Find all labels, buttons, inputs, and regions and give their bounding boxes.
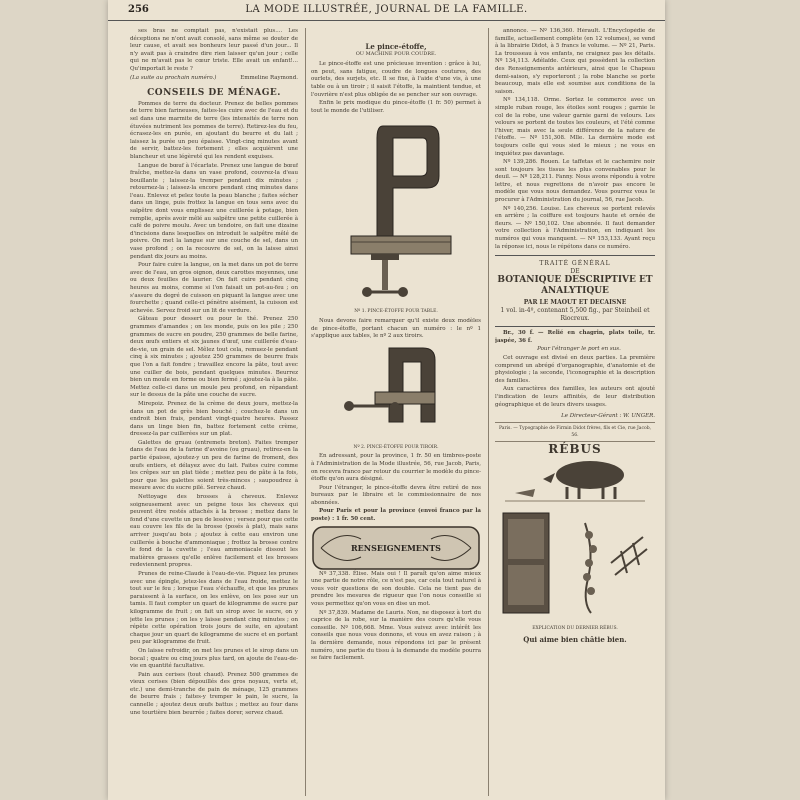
price-line: Pour Paris et pour la province (envoi franco par la poste) : 1 fr. 50 cent.	[311, 508, 481, 523]
left-column	[130, 28, 298, 796]
rebus-illustration	[495, 453, 655, 623]
recipe-paragraph: Mirepoiz. Prenez de la crème de deux jours, mettez-la dans un pot de grès bien bouché ; couchez-le dans un endroit bien frais, pendant vingt-quatre heures. Passez dans un linge bien fin, battez fortement cette crème, dressez-la par cuillerées sur un plat.	[130, 400, 298, 438]
ad-book-title: BOTANIQUE DESCRIPTIVE ET ANALYTIQUE	[497, 275, 653, 297]
page-header	[108, 0, 665, 21]
recipe-paragraph: On laisse refroidir, on met les prunes et le sirop dans un bocal ; quatre ou cinq jours plus tard, on ajoute de l'eau-de-vie en quantité facultative.	[130, 647, 298, 670]
ad-foreign-note: Pour l'étranger le port en sus.	[537, 346, 621, 353]
ad-heading: TRAITÉ GÉNÉRAL	[539, 260, 611, 268]
rebus-answer: Qui aime bien châtie bien.	[523, 634, 627, 644]
article-paragraph: Nous devons faire remarquer qu'il existe deux modèles de pince-étoffe, portant chacun un numéro : le nº 1 s'applique aux tables, le nº 2 aux tiroirs.	[311, 317, 481, 340]
recipe-paragraph: Langue de bœuf à l'écarlate. Prenez une langue de bœuf fraîche, mettez-la dans un vase profond, couvrez-la d'eau bouillante ; laissez-la tremper pendant dix minutes ; retournez-la ; laissez-la encore pendant cinq minutes dans l'eau. Enlevez et pelez toute la peau blanche ; faites sécher dans un linge, puis frottez la langue en tous sens avec du salpêtre dont vous emplissez une cuillerée à potage, bien remplie, après avoir mêlé au salpêtre une petite cuillerée à café de poivre moulu. Avec un tendoire, on fait une dizaine d'incisions dans lesquelles on introduit le salpêtre mêlé de poivre. On met la langue sur une couche de sel, dans un vase profond ; on la recouvre de sel, on la laisse ainsi pendant dix jours au moins.	[130, 162, 298, 260]
middle-column	[311, 28, 481, 796]
article-paragraph: En adressant, pour la province, 1 fr. 50 en timbres-poste à l'Administration de la Mode illustrée, 56, rue Jacob, Paris, on recevra franco par retour du courrier le modèle du pince-étoffe qu'on aura désigné.	[311, 453, 481, 483]
answer-paragraph: Nº 139,286. Rouen. Le taffetas et le cachemire noir sont toujours les tissus les plus convenables pour le deuil. — Nº 128,211. Fanny. Nous avons répondu à votre lettre, et nous regrettons de n'avoir pas encore le modèle que vous nous demandez. Vous pourrez vous le procurer à l'Administration du journal, 56, rue Jacob.	[495, 159, 655, 204]
page-number: 256	[128, 4, 149, 15]
column-rule	[305, 28, 306, 796]
ad-authors: PAR LE MAOUT ET DECAISNE	[523, 299, 627, 307]
printer-credit: Paris. — Typographie de Firmin Didot frères, fils et Cie, rue Jacob, 56.	[495, 422, 655, 442]
article-subtitle: OU MACHINE POUR COUDRE.	[355, 50, 437, 57]
recipe-paragraph: Gâteau pour dessert ou pour le thé. Prenez 250 grammes d'amandes ; on les monde, puis on les pile ; 250 grammes de sucre en poudre, 250 grammes de belle farine, deux œufs entiers et six jaunes d'œuf, une cuillerée d'eau-de-vie, un grain de sel. Mêlez tout cela, remuez-le pendant cinq à six minutes ; ajoutez 250 grammes de beurre frais que l'on a fait fondre ; travaillez encore la pâte, tout avec une cuiller de bois, pendant quelques minutes. Beurrez bien un moule en forme ou bien fermé ; ajoutez-la à la pâte. Mettez celle-ci dans un moule peu profond, en répandant sur le dessus de la pâte une couche de sucre.	[130, 316, 298, 399]
article-title: Le pince-étoffe,	[365, 42, 427, 51]
continued-note: (La suite au prochain numéro.)	[130, 74, 217, 81]
section-title: CONSEILS DE MÉNAGE.	[147, 88, 281, 99]
answer-paragraph: Nº 134,118. Orme. Sortez le commerce avec un simple ruban rouge, les étoiles sont rouges ; garnie le col de la robe, une valeur garnie garni de velours. Les velours se portent de toutes les couleurs, et l'été comme l'hiver, mais avec la seule différence de la nature de l'étoffe. — Nº 151,308. Mlle. La dernière mode est toujours celle qui vous sied le mieux ; ne vous en inquiétez pas davantage.	[495, 97, 655, 157]
article-paragraph: Le pince-étoffe est une précieuse invention : grâce à lui, on peut, sans fatigue, coudre de longues coutures, des ourlets, des surjets, etc. Il se fixe, à l'aide d'une vis, à une table ou à un tiroir ; il saisit l'étoffe, la maintient tendue, et l'ouvrière n'est plus obligée de se pencher sur son ouvrage.	[311, 61, 481, 98]
ad-de: DE	[570, 267, 580, 275]
ad-description: Cet ouvrage est divisé en deux parties. La première comprend un abrégé d'organographie, d'anatomie et de physiologie ; la seconde, l'iconographie et la description des familles.	[495, 354, 655, 384]
director-signature: Le Directeur-Gérant : W. UNGER.	[561, 413, 655, 420]
recipe-paragraph: Pain aux cerises (tout chaud). Prenez 500 grammes de vieux cerises (bien dépouillés des gros noyaux, verts et, etc.) une demi-tranche de pain de ménage, 125 grammes de beurre frais ; faites-y tremper le pain, le sucre, la cannelle ; ajoutez deux œufs battus ; mettez au four dans une tourtière bien beurrée ; faites dorer, servez chaud.	[130, 671, 298, 716]
recipe-paragraph: Pommes de terre du docteur. Prenez de belles pommes de terre bien farineuses, faites-les cuire avec de l'eau et du sel dans une marmite de terre (les intensités de terre non étuvées nutriment les pommes de terre). Retirez-les du feu, écrasez-les en purée, en ajoutant du beurre et du lait ; laissez la purée un peu épaisse. Vingt-cinq minutes avant de servir, battez-les fortement ; elles acquièrent une blancheur et une légèreté qui les rendent exquises.	[130, 100, 298, 160]
story-signature	[130, 75, 298, 83]
figure-caption: Nº 1. PINCE-ÉTOFFE POUR TABLE.	[354, 309, 438, 315]
right-column	[495, 28, 655, 796]
column-rule	[488, 28, 489, 796]
recipe-paragraph: Nettoyage des brosses à cheveux. Enlevez soigneusement avec un peigne tous les cheveux qui peuvent être restés attachés à la brosse ; mettez dans le fond d'une cuvette un peu de lessive ; versez pour que cette eau couvre les fils de la brosse (posés à plat), mais sans arriver jusqu'au bois ; ajoutez à cette eau environ une cuillerée à bouche d'ammoniaque ; frottez la brosse contre le fond de la cuvette ; l'eau ammoniacale dissout les matières grasses qu'elle enlève facilement et les brosses redeviennent propres.	[130, 494, 298, 569]
table-clamp-illustration	[311, 116, 481, 306]
answer-paragraph: Nº 37,839. Madame de Lauris. Non, ne disposez à tort du caprice de la robe, sur la manière des cours qu'elle vous conseille. Nº 106,668. Mme. Vous suivez avec intérêt les conseils que nous vous donnons, et vous en avez raison ; à la dernière demande, nous répondons ici par le présent numéro, une partie du tissu à la demande du modèle pourra se faire facilement.	[311, 609, 481, 662]
answer-paragraph: annonce. — Nº 136,360. Hérault. L'Encyclopédie de famille, actuellement complète (en 12 volumes), se vend à la librairie Didot, à 5 francs le volume. — Nº 21, Paris. La trousseau à vos enfants, ne craignez pas les détails. Nº 134,113. Adélaïde. Ceux qui possèdent la collection des Renseignements antérieurs, ainsi que le Chapeau demi-saison, s'y reporteront ; la robe blanche se porte beaucoup, mais elle est soumise aux conditions de la saison.	[495, 28, 655, 95]
recipe-paragraph: Galettes de gruau (entremets breton). Faites tremper dans de l'eau de la farine d'avoine (ou gruau), retirez-en la partie épaisse, ajoutez-y un peu de farine de froment, des œufs entiers, et délayez avec du lait. Faites cuire comme les crêpes sur un plat tiède ; mettez peu de pâte à la fois, pour que les galettes soient très-minces ; saupoudrez à mesure avec du sucre pilé. Servez chaud.	[130, 439, 298, 492]
article-paragraph: Pour l'étranger, le pince-étoffe devra être retiré de nos bureaux par le libraire et le commissionnaire de nos abonnées.	[311, 484, 481, 506]
ad-price: Br., 30 f. — Relié en chagrin, plats toile, tr. jaspée, 36 f.	[495, 330, 655, 344]
recipe-paragraph: Prunes de reine-Claude à l'eau-de-vie. Piquez les prunes avec une épingle, jetez-les dans de l'eau froide, mettez le tout sur le feu ; lorsque l'eau s'échauffe, et que les prunes paraissent à la surface, on les enlève, on les pose sur un tamis. Il faut compter un quart de kilogramme de sucre par kilogramme de fruit ; on fait un sirop avec le sucre, on y jette les prunes ; on les y laisse pendant cinq minutes ; on répète cette opération trois jours de suite, en ajoutant chaque jour un quart de kilogramme de sucre et en portant peu par kilogramme de fruit.	[130, 570, 298, 646]
story-ending: ses bras ne comptait pas, n'existait plus.... Les déceptions ne n'ont avait consolé, sans même se douter de leur cause, et avait ses bonheurs leur passé d'un jour... Il n'y avait pas à craindre dire rien laisser qu'un jour ; celle qui ne m'avait pas le cœur triste. Elle avait un enfant!... Qu'importait le reste ?	[130, 28, 298, 72]
banner-title: RENSEIGNEMENTS	[351, 542, 441, 553]
drawer-clamp-illustration	[311, 342, 481, 442]
ad-volume-info: 1 vol. in-4º, contenant 5,500 fig., par Steinheil et Riocreux.	[500, 307, 650, 322]
journal-title: LA MODE ILLUSTRÉE, JOURNAL DE LA FAMILLE.	[245, 4, 528, 15]
author-name: Emmeline Raymond.	[240, 74, 298, 81]
rebus-title: RÉBUS	[548, 441, 602, 456]
rebus-explanation-title: EXPLICATION DU DERNIER RÉBUS.	[532, 626, 618, 632]
figure-caption: Nº 2. PINCE-ÉTOFFE POUR TIROIR.	[353, 444, 439, 450]
article-paragraph: Enfin le prix modique du pince-étoffe (1 fr. 50) permet à tout le monde de l'utiliser.	[311, 100, 481, 114]
answer-paragraph: Nº 140,256. Louise. Les cheveux se portent relevés en arrière ; la coiffure est toujours haute et ornée de fleurs. — Nº 150,102. Une abonnée. Il faut demander votre collection à l'Administration, en indiquant les numéros qui vous manquent. — Nº 153,133. Ayant reçu la réponse ici, nous le répétons dans ce numéro.	[495, 205, 655, 250]
newspaper-page	[108, 0, 665, 800]
answer-paragraph: Nº 37,338. Élise. Mais oui ! Il paraît qu'on aime mieux une partie de notre rôle, ce n'est pas, car cela tout naturel à vous voir questions de son double. Cela ne tient pas de prendre les mesures de rigueur que l'on nous conseille si vous permettez qu'on vous en dise un mot.	[311, 570, 481, 608]
book-advertisement	[495, 255, 655, 327]
recipe-paragraph: Pour faire cuire la langue, on la met dans un pot de terre avec de l'eau, un gros oignon, deux carottes moyennes, une ou deux feuilles de laurier. On fait cuire pendant cinq heures au moins, comme si l'on faisait un pot-au-feu ; on s'assure du degré de cuisson en piquant la langue avec une fourchette ; quand celle-ci pénètre aisément, la cuisson est achevée. Servez froid sur un lit de verdure.	[130, 262, 298, 314]
ad-description: Aux caractères des familles, les auteurs ont ajouté l'indication de leurs affinités, de leur distribution géographique et de leurs divers usages.	[495, 386, 655, 408]
renseignements-banner	[311, 525, 481, 571]
